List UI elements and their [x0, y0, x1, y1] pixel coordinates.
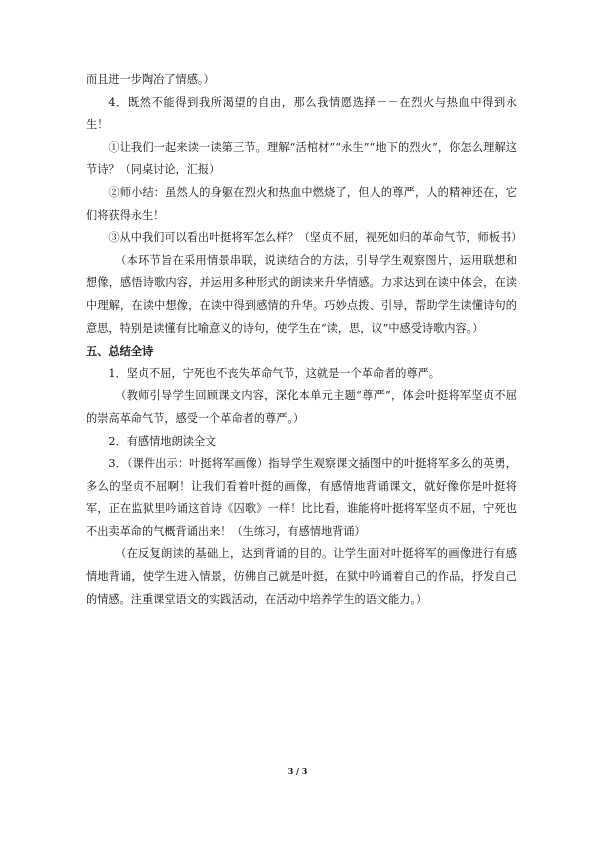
paragraph-step-4-1: ①让我们一起来读一读第三节。理解“活棺材”“永生”“地下的烈火”，你怎么理解这节诗？（同桌讨论，汇报）: [86, 140, 517, 177]
document-body: [86, 69, 523, 611]
paragraph-summary-2: 2．有感情地朗读全文: [108, 434, 217, 448]
paragraph-summary-1: 1．坚贞不屈，宁死也不丧失革命气节，这就是一个革命者的尊严。: [108, 366, 440, 380]
paragraph-step-4-2: ②师小结：虽然人的身躯在烈火和热血中燃烧了，但人的尊严，人的精神还在，它们将获得永生！: [86, 185, 517, 222]
section-heading-summary: 五、总结全诗: [86, 344, 154, 359]
paragraph-step-4: 4．既然不能得到我所渴望的自由，那么我情愿选择－－在烈火与热血中得到永生！: [86, 95, 517, 132]
page-number: 3 / 3: [287, 766, 308, 776]
paragraph-design-note-3: （在反复朗读的基础上，达到背诵的目的。让学生面对叶挺将军的画像进行有感情地背诵，使学生进入情景，仿佛自己就是叶挺，在狱中吟诵着自己的作品，抒发自己的情感。注重课堂语文的实践活动，在活动中培养学生的语文能力。）: [86, 547, 517, 606]
paragraph-summary-3: 3．（课件出示：叶挺将军画像）指导学生观察课文插图中的叶挺将军多么的英勇，多么的坚贞不屈啊！让我们看着叶挺的画像，有感情地背诵课文，就好像你是叶挺将军，正在监狱里吟诵这首诗《囚歌》一样！比比看，谁能将叶挺将军坚贞不屈，宁死也不出卖革命的气概背诵出来！（生练习，有感情地背诵）: [86, 457, 517, 538]
paragraph-continuation: 而且进一步陶冶了情感。）: [86, 73, 215, 86]
paragraph-design-note-1: （本环节旨在采用情景串联，说读结合的方法，引导学生观察图片，运用联想和想像，感悟诗歌内容，并运用多种形式的朗读来升华情感。力求达到在读中体会，在读中理解，在读中想像，在读中得到感情的升华。巧妙点拨、引导，帮助学生读懂诗句的意思，特别是读懂有比喻意义的诗句，使学生在“读，思，议”中感受诗歌内容。）: [86, 253, 517, 335]
paragraph-step-4-3: ③从中我们可以看出叶挺将军怎么样？（坚贞不屈，视死如归的革命气节，师板书）: [108, 231, 523, 245]
paragraph-design-note-2: （教师引导学生回顾课文内容，深化本单元主题“尊严”，体会叶挺将军坚贞不屈的崇高革命气节，感受一个革命者的尊严。）: [86, 389, 517, 425]
